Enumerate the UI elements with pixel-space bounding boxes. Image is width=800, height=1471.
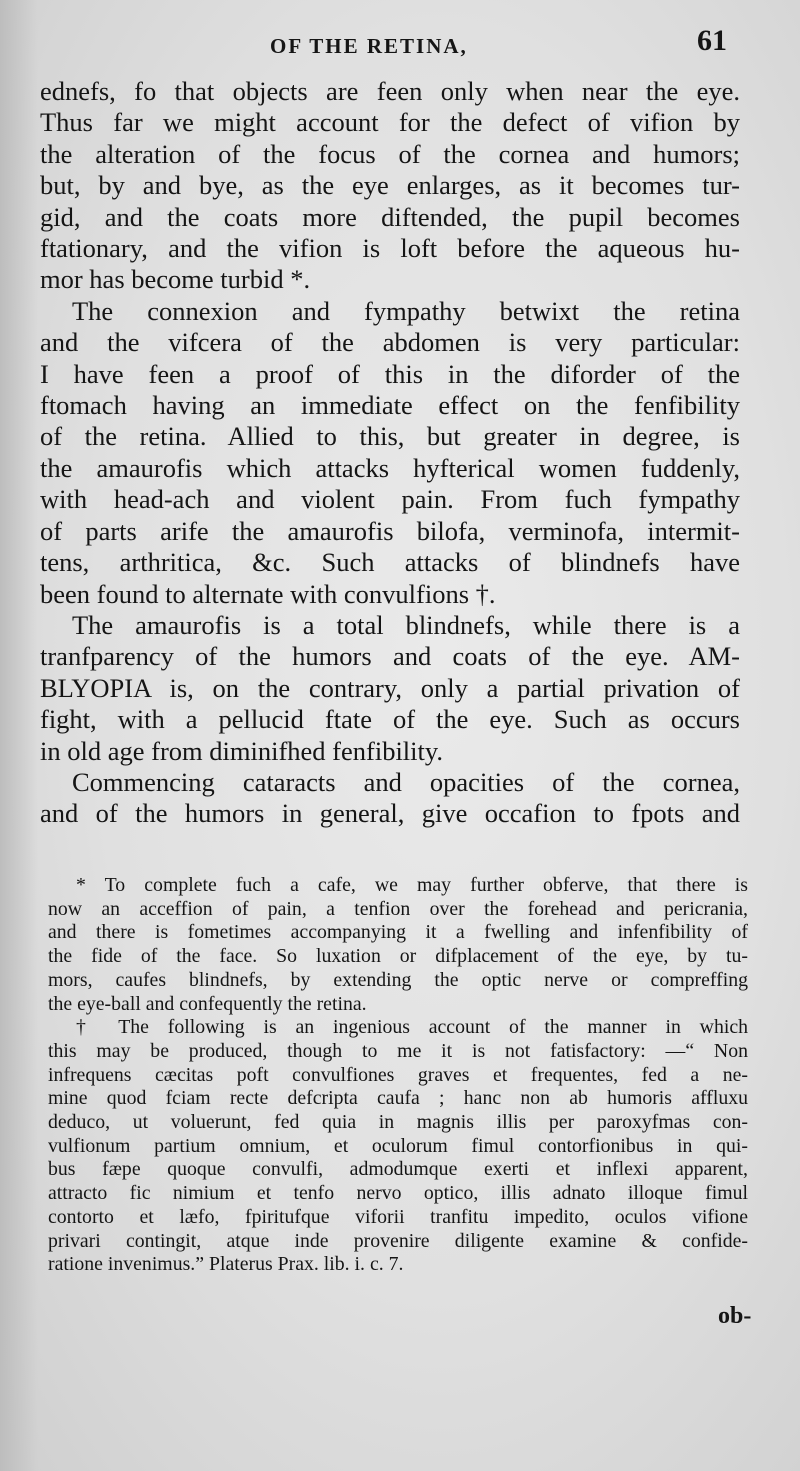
main-text xyxy=(40,76,740,830)
footnotes xyxy=(48,874,748,1277)
body-line: with head-ach and violent pain. From fuch fympathy xyxy=(40,484,740,515)
footnote-line: attracto fic nimium et tenfo nervo optico, illis adnato illoque fimul xyxy=(48,1182,748,1205)
body-line: in old age from diminifhed fenfibility. xyxy=(40,735,444,766)
footnote-line: infrequens cæcitas poft convulfiones graves et frequentes, fed a ne- xyxy=(48,1063,748,1086)
body-line: The amaurofis is a total blindnefs, while there is a xyxy=(72,609,740,640)
body-line: mor has become turbid *. xyxy=(40,264,311,295)
body-line: ednefs, fo that objects are feen only when near the eye. xyxy=(40,76,740,106)
footnote-line: vulfionum partium omnium, et oculorum fimul contorfionibus in qui- xyxy=(48,1134,748,1157)
running-head: OF THE RETINA, xyxy=(270,34,468,58)
footnote-line: mine quod fciam recte defcripta caufa ; hanc non ab humoris affluxu xyxy=(48,1087,748,1110)
body-line: I have feen a proof of this in the diforder of the xyxy=(40,358,740,389)
footnote-line: deduco, ut voluerunt, fed quia in magnis illis per paroxyfmas con- xyxy=(48,1111,748,1134)
footnote-line: privari contingit, atque inde provenire diligente examine & confide- xyxy=(48,1229,748,1252)
body-line: The connexion and fympathy betwixt the retina xyxy=(72,295,740,326)
body-line: of parts arife the amaurofis bilofa, verminofa, intermit- xyxy=(40,515,740,546)
body-line: ftomach having an immediate effect on the fenfibility xyxy=(40,390,740,421)
footnote-line: the eye-ball and confequently the retina. xyxy=(48,992,367,1015)
footnote-line: now an acceffion of pain, a tenfion over the forehead and pericrania, xyxy=(48,897,748,920)
body-line: Commencing cataracts and opacities of the cornea, xyxy=(72,766,740,797)
body-line: fight, with a pellucid ftate of the eye. Such as occurs xyxy=(40,704,740,735)
body-line: BLYOPIA is, on the contrary, only a partial privation of xyxy=(40,672,740,703)
footnote-line: contorto et læfo, fpiritufque viforii tranfitu impedito, oculos vifione xyxy=(48,1205,748,1228)
footnote-line: † The following is an ingenious account of the manner in which xyxy=(76,1016,748,1039)
body-line: the amaurofis which attacks hyfterical women fuddenly, xyxy=(40,452,740,483)
body-line: tens, arthritica, &c. Such attacks of blindnefs have xyxy=(40,547,740,578)
body-line: of the retina. Allied to this, but greater in degree, is xyxy=(40,421,740,452)
footnote-line: ratione invenimus.” Platerus Prax. lib. i. c. 7. xyxy=(48,1253,404,1276)
footnote-line: and there is fometimes accompanying it a fwelling and infenfibility of xyxy=(48,921,748,944)
body-line: but, by and bye, as the eye enlarges, as it becomes tur- xyxy=(40,170,740,201)
catchword: ob- xyxy=(718,1303,752,1329)
page-edge-shadow xyxy=(0,0,38,1471)
footnote-line: * To complete fuch a cafe, we may further obferve, that there is xyxy=(76,874,748,896)
footnote-line: mors, caufes blindnefs, by extending the optic nerve or compreffing xyxy=(48,968,748,991)
body-line: tranfparency of the humors and coats of the eye. AM- xyxy=(40,641,740,672)
body-line: the alteration of the focus of the cornea and humors; xyxy=(40,138,740,169)
body-line: gid, and the coats more diftended, the pupil becomes xyxy=(40,201,740,232)
body-line: ftationary, and the vifion is loft before the aqueous hu- xyxy=(40,233,740,264)
footnote-line: the fide of the face. So luxation or difplacement of the eye, by tu- xyxy=(48,945,748,968)
body-line: and the vifcera of the abdomen is very particular: xyxy=(40,327,740,358)
footnote-line: bus fæpe quoque convulfi, admodumque exerti et inflexi apparent, xyxy=(48,1158,748,1181)
body-line: Thus far we might account for the defect of vifion by xyxy=(40,107,740,138)
page-number: 61 xyxy=(697,24,727,57)
footnote-line: this may be produced, though to me it is not fatisfactory: —“ Non xyxy=(48,1039,748,1062)
page-header xyxy=(0,22,800,72)
body-line: been found to alternate with convulfions †. xyxy=(40,578,496,609)
body-line: and of the humors in general, give occafion to fpots and xyxy=(40,798,740,829)
